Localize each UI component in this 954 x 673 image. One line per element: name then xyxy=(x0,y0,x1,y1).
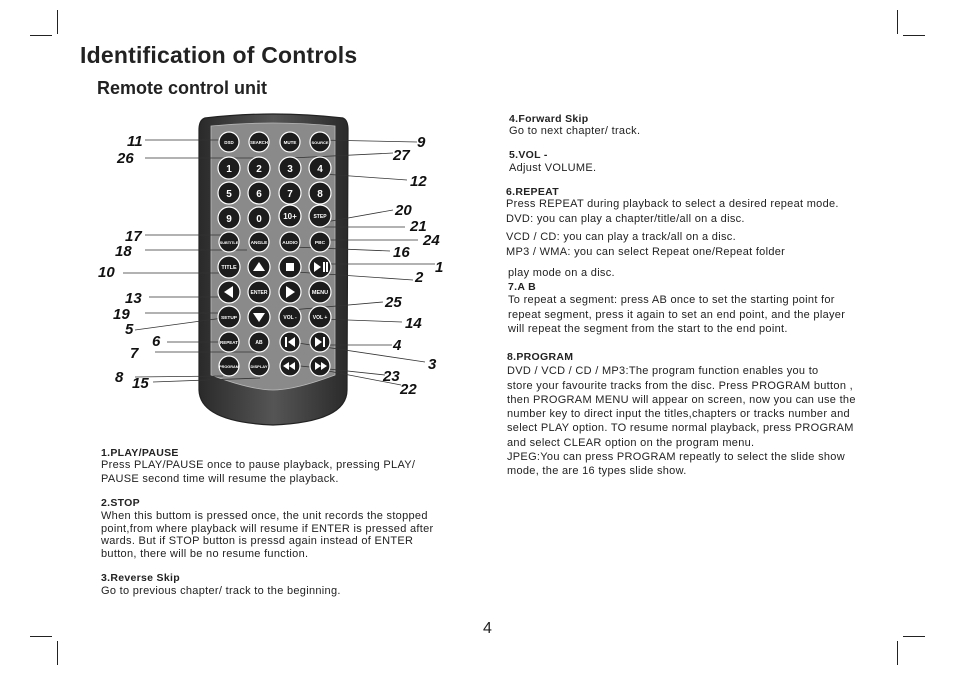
section-8-line: number key to direct input the titles,chapters or tracks number and xyxy=(507,408,850,420)
crop-mark xyxy=(30,35,52,36)
section-1-heading: 1.PLAY/PAUSE xyxy=(101,447,179,459)
svg-text:VOL +: VOL + xyxy=(312,315,328,321)
callout-18: 18 xyxy=(115,243,132,260)
callout-23: 23 xyxy=(383,368,400,385)
svg-text:AUDIO: AUDIO xyxy=(282,241,298,246)
svg-text:ENTER: ENTER xyxy=(250,290,268,296)
callout-22: 22 xyxy=(400,381,417,398)
section-6-line: DVD: you can play a chapter/title/all on a disc. xyxy=(506,213,745,225)
callouts-right xyxy=(382,134,443,398)
crop-mark xyxy=(57,10,58,34)
crop-mark xyxy=(57,641,58,665)
section-8-line: DVD / VCD / CD / MP3:The program function enables you to xyxy=(507,365,819,377)
page-number: 4 xyxy=(483,620,492,637)
callout-12: 12 xyxy=(410,173,427,190)
svg-text:5: 5 xyxy=(226,189,232,200)
callout-10: 10 xyxy=(98,264,115,281)
crop-mark xyxy=(30,636,52,637)
section-6-line: VCD / CD: you can play a track/all on a disc. xyxy=(506,231,736,243)
svg-text:VOL -: VOL - xyxy=(283,315,297,321)
callout-15: 15 xyxy=(132,375,149,392)
callout-5: 5 xyxy=(125,321,134,338)
section-7-heading: 7.A B xyxy=(508,281,536,293)
svg-text:TITLE: TITLE xyxy=(221,265,237,271)
section-8-line: mode, the are 16 types slide show. xyxy=(507,465,687,477)
callout-16: 16 xyxy=(393,244,410,261)
section-3-line: Go to previous chapter/ track to the beginning. xyxy=(101,585,341,597)
callout-9: 9 xyxy=(417,134,426,151)
section-6-line: MP3 / WMA: you can select Repeat one/Repeat folder xyxy=(506,246,786,258)
callout-4: 4 xyxy=(393,337,402,354)
section-7-line: To repeat a segment: press AB once to set the starting point for xyxy=(508,294,835,306)
callout-14: 14 xyxy=(405,315,422,332)
section-4-heading: 4.Forward Skip xyxy=(509,113,589,125)
svg-text:7: 7 xyxy=(287,189,293,200)
section-8-line: select PLAY option. TO resume normal playback, press PROGRAM xyxy=(507,422,854,434)
section-2-line: point,from where playback will resume if ENTER is pressed after xyxy=(101,523,434,535)
callout-26: 26 xyxy=(117,150,134,167)
callout-7: 7 xyxy=(130,345,139,362)
callouts-left xyxy=(98,133,161,392)
section-3-heading: 3.Reverse Skip xyxy=(101,572,180,584)
svg-text:AB: AB xyxy=(255,340,263,346)
svg-text:10+: 10+ xyxy=(283,212,297,221)
mute-label: MUTE xyxy=(283,140,297,145)
callout-13: 13 xyxy=(125,290,142,307)
stop-icon xyxy=(286,263,294,271)
section-subtitle: Remote control unit xyxy=(97,78,267,98)
remote-control-diagram xyxy=(95,110,455,435)
callout-20: 20 xyxy=(395,202,412,219)
section-2-heading: 2.STOP xyxy=(101,497,140,509)
search-label: SEARCH xyxy=(250,140,268,145)
section-8-line: and select CLEAR option on the program menu. xyxy=(507,437,755,449)
section-6-heading: 6.REPEAT xyxy=(506,186,559,198)
callout-6: 6 xyxy=(152,333,161,350)
svg-text:ANGLE: ANGLE xyxy=(250,241,268,246)
callout-25: 25 xyxy=(385,294,402,311)
callout-27: 27 xyxy=(393,147,410,164)
svg-text:2: 2 xyxy=(256,164,262,175)
svg-text:SETUP: SETUP xyxy=(221,316,237,321)
section-2-line: button, there will be no resume function. xyxy=(101,548,309,560)
source-label: SOURCE xyxy=(311,140,329,145)
callout-8: 8 xyxy=(115,369,124,386)
callout-21: 21 xyxy=(410,218,427,235)
section-8-heading: 8.PROGRAM xyxy=(507,351,574,363)
svg-text:1: 1 xyxy=(226,164,232,175)
callout-11: 11 xyxy=(127,133,143,150)
svg-text:3: 3 xyxy=(287,164,293,175)
section-8-line: then PROGRAM MENU will appear on screen, now you can use the xyxy=(507,394,856,406)
crop-mark xyxy=(903,636,925,637)
callout-3: 3 xyxy=(428,356,437,373)
callout-24: 24 xyxy=(423,232,440,249)
section-6-line: play mode on a disc. xyxy=(508,267,615,279)
svg-text:8: 8 xyxy=(317,189,323,200)
section-5-heading: 5.VOL - xyxy=(509,149,548,161)
svg-text:0: 0 xyxy=(256,214,262,225)
svg-text:PBC: PBC xyxy=(314,241,326,246)
section-1-line: PAUSE second time will resume the playback. xyxy=(101,473,339,485)
section-7-line: repeat segment, press it again to set an end point, and the player xyxy=(508,309,846,321)
callout-17: 17 xyxy=(125,228,142,245)
svg-text:4: 4 xyxy=(317,164,323,175)
svg-text:MENU: MENU xyxy=(311,290,329,296)
section-4-line: Go to next chapter/ track. xyxy=(509,125,641,137)
section-8-line: JPEG:You can press PROGRAM repeatly to select the slide show xyxy=(507,451,845,463)
callout-1: 1 xyxy=(435,259,444,276)
page-title: Identification of Controls xyxy=(80,42,358,68)
crop-mark xyxy=(903,35,925,36)
dsd-label: DSD xyxy=(224,140,234,145)
crop-mark xyxy=(897,10,898,34)
section-5-line: Adjust VOLUME. xyxy=(509,162,597,174)
section-8-line: store your favourite tracks from the disc. Press PROGRAM button , xyxy=(507,380,853,392)
section-2-line: When this buttom is pressed once, the unit records the stopped xyxy=(101,510,428,522)
section-7-line: will repeat the segment from the start to the end point. xyxy=(508,323,788,335)
callout-19: 19 xyxy=(113,306,130,323)
svg-text:STEP: STEP xyxy=(313,214,327,220)
svg-text:REPEAT: REPEAT xyxy=(220,340,238,345)
section-6-line: Press REPEAT during playback to select a desired repeat mode. xyxy=(506,198,839,210)
svg-text:SUBTITLE: SUBTITLE xyxy=(219,241,239,245)
svg-text:DISPLAY: DISPLAY xyxy=(250,364,268,369)
callout-2: 2 xyxy=(415,269,424,286)
svg-text:9: 9 xyxy=(226,214,232,225)
svg-text:6: 6 xyxy=(256,189,262,200)
svg-text:PROGRAM: PROGRAM xyxy=(219,365,239,369)
section-2-line: wards. But if STOP button is pressd again instead of ENTER xyxy=(101,535,414,547)
section-1-line: Press PLAY/PAUSE once to pause playback, pressing PLAY/ xyxy=(101,459,416,471)
crop-mark xyxy=(897,641,898,665)
